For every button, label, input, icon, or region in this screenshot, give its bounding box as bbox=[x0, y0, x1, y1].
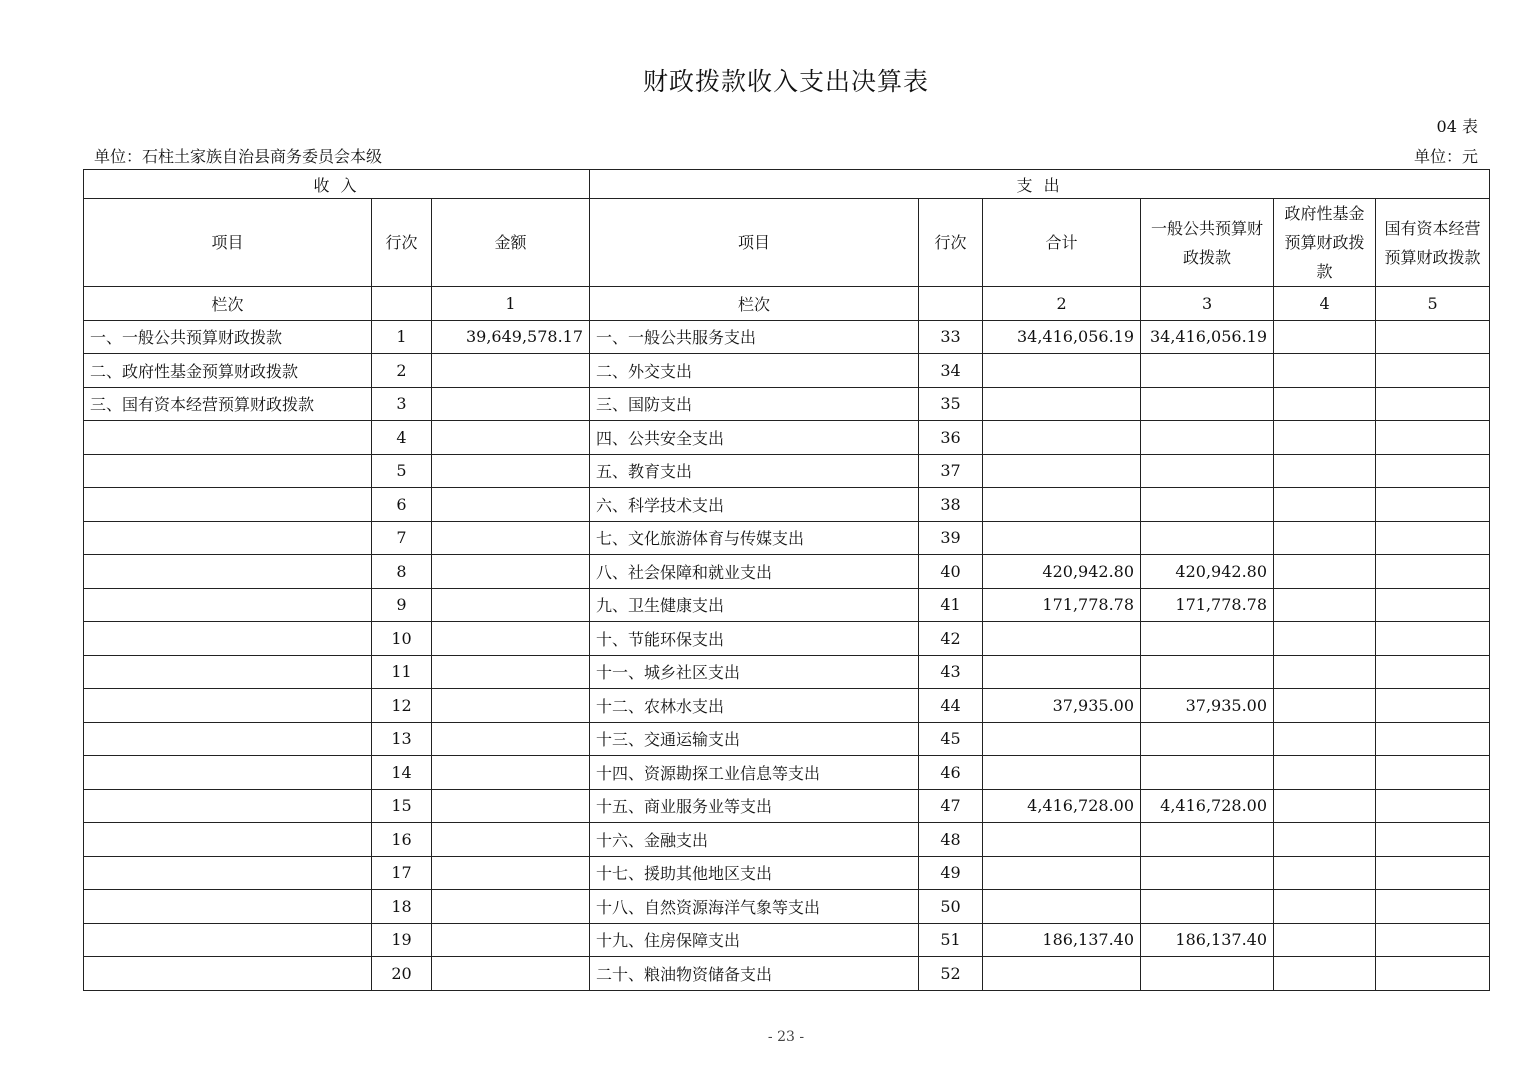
income-item-cell bbox=[84, 622, 372, 656]
total-cell: 420,942.80 bbox=[983, 555, 1141, 589]
expense-row-no-cell: 47 bbox=[919, 789, 983, 823]
total-cell bbox=[983, 354, 1141, 388]
col-index-1: 1 bbox=[432, 287, 590, 321]
expense-item-cell: 十七、援助其他地区支出 bbox=[590, 856, 919, 890]
expense-row-no-cell: 41 bbox=[919, 588, 983, 622]
general-budget-cell: 37,935.00 bbox=[1141, 689, 1274, 723]
unit-organization: 单位：石柱土家族自治县商务委员会本级 bbox=[94, 147, 383, 166]
table-row bbox=[84, 722, 1490, 756]
table-row bbox=[84, 387, 1490, 421]
page-number: - 23 - bbox=[767, 1029, 805, 1045]
general-budget-cell bbox=[1141, 622, 1274, 656]
income-amount-cell bbox=[432, 689, 590, 723]
gov-fund-cell bbox=[1274, 354, 1376, 388]
income-amount-cell bbox=[432, 488, 590, 522]
income-amount-cell bbox=[432, 756, 590, 790]
state-capital-cell bbox=[1376, 521, 1490, 555]
income-row-no-cell: 6 bbox=[372, 488, 432, 522]
total-cell: 4,416,728.00 bbox=[983, 789, 1141, 823]
income-item-cell bbox=[84, 454, 372, 488]
state-capital-cell bbox=[1376, 354, 1490, 388]
gov-fund-cell bbox=[1274, 923, 1376, 957]
state-capital-cell bbox=[1376, 856, 1490, 890]
income-item-cell bbox=[84, 823, 372, 857]
expense-item-cell: 二十、粮油物资储备支出 bbox=[590, 957, 919, 991]
general-budget-cell bbox=[1141, 655, 1274, 689]
total-cell bbox=[983, 387, 1141, 421]
general-budget-cell: 186,137.40 bbox=[1141, 923, 1274, 957]
general-budget-cell bbox=[1141, 957, 1274, 991]
gov-fund-cell bbox=[1274, 756, 1376, 790]
income-row-no-cell: 5 bbox=[372, 454, 432, 488]
state-capital-cell bbox=[1376, 957, 1490, 991]
table-row bbox=[84, 320, 1490, 354]
table-row bbox=[84, 923, 1490, 957]
state-capital-cell bbox=[1376, 689, 1490, 723]
table-row bbox=[84, 655, 1490, 689]
income-item-cell bbox=[84, 689, 372, 723]
gov-fund-cell bbox=[1274, 320, 1376, 354]
total-cell bbox=[983, 823, 1141, 857]
table-row bbox=[84, 521, 1490, 555]
income-row-no-cell: 19 bbox=[372, 923, 432, 957]
income-row-no-cell: 11 bbox=[372, 655, 432, 689]
expense-row-no-cell: 50 bbox=[919, 890, 983, 924]
column-index-row bbox=[84, 287, 1490, 321]
total-cell bbox=[983, 856, 1141, 890]
expense-row-no-cell: 39 bbox=[919, 521, 983, 555]
expense-item-cell: 十、节能环保支出 bbox=[590, 622, 919, 656]
general-budget-cell: 34,416,056.19 bbox=[1141, 320, 1274, 354]
expense-item-cell: 十三、交通运输支出 bbox=[590, 722, 919, 756]
header-gov-fund: 政府性基金预算财政拨款 bbox=[1274, 199, 1376, 287]
income-row-no-cell: 20 bbox=[372, 957, 432, 991]
total-cell bbox=[983, 890, 1141, 924]
general-budget-cell: 171,778.78 bbox=[1141, 588, 1274, 622]
expense-row-no-cell: 35 bbox=[919, 387, 983, 421]
state-capital-cell bbox=[1376, 923, 1490, 957]
income-amount-cell bbox=[432, 421, 590, 455]
income-amount-cell bbox=[432, 823, 590, 857]
finance-table bbox=[83, 169, 1490, 991]
expense-row-no-cell: 52 bbox=[919, 957, 983, 991]
income-item-cell bbox=[84, 957, 372, 991]
income-group-header: 收 入 bbox=[84, 170, 590, 199]
gov-fund-cell bbox=[1274, 890, 1376, 924]
expense-row-no-cell: 42 bbox=[919, 622, 983, 656]
state-capital-cell bbox=[1376, 588, 1490, 622]
expense-row-no-cell: 33 bbox=[919, 320, 983, 354]
income-item-cell: 一、一般公共预算财政拨款 bbox=[84, 320, 372, 354]
general-budget-cell bbox=[1141, 823, 1274, 857]
table-row bbox=[84, 421, 1490, 455]
total-cell: 186,137.40 bbox=[983, 923, 1141, 957]
expense-row-no-cell: 38 bbox=[919, 488, 983, 522]
total-cell bbox=[983, 521, 1141, 555]
income-item-cell bbox=[84, 588, 372, 622]
income-row-no-cell: 8 bbox=[372, 555, 432, 589]
total-cell bbox=[983, 722, 1141, 756]
total-cell: 34,416,056.19 bbox=[983, 320, 1141, 354]
income-row-no-cell: 1 bbox=[372, 320, 432, 354]
income-row-no-cell: 12 bbox=[372, 689, 432, 723]
income-row-no-cell: 18 bbox=[372, 890, 432, 924]
expense-row-no-cell: 37 bbox=[919, 454, 983, 488]
income-row-no-cell: 16 bbox=[372, 823, 432, 857]
gov-fund-cell bbox=[1274, 957, 1376, 991]
table-row bbox=[84, 890, 1490, 924]
state-capital-cell bbox=[1376, 421, 1490, 455]
income-amount-cell bbox=[432, 789, 590, 823]
income-amount-cell bbox=[432, 354, 590, 388]
state-capital-cell bbox=[1376, 555, 1490, 589]
state-capital-cell bbox=[1376, 756, 1490, 790]
general-budget-cell bbox=[1141, 421, 1274, 455]
income-amount-cell bbox=[432, 622, 590, 656]
header-income-row-no: 行次 bbox=[372, 199, 432, 287]
general-budget-cell bbox=[1141, 756, 1274, 790]
table-row bbox=[84, 454, 1490, 488]
state-capital-cell bbox=[1376, 622, 1490, 656]
gov-fund-cell bbox=[1274, 488, 1376, 522]
expense-row-no-cell: 49 bbox=[919, 856, 983, 890]
income-item-cell bbox=[84, 521, 372, 555]
header-general-budget: 一般公共预算财政拨款 bbox=[1141, 199, 1274, 287]
gov-fund-cell bbox=[1274, 722, 1376, 756]
expense-item-cell: 十九、住房保障支出 bbox=[590, 923, 919, 957]
income-amount-cell bbox=[432, 890, 590, 924]
header-state-capital: 国有资本经营预算财政拨款 bbox=[1376, 199, 1490, 287]
expense-item-cell: 十二、农林水支出 bbox=[590, 689, 919, 723]
income-item-cell bbox=[84, 488, 372, 522]
income-row-no-cell: 4 bbox=[372, 421, 432, 455]
general-budget-cell bbox=[1141, 454, 1274, 488]
income-item-cell bbox=[84, 655, 372, 689]
expense-row-no-cell: 44 bbox=[919, 689, 983, 723]
gov-fund-cell bbox=[1274, 789, 1376, 823]
income-item-cell: 二、政府性基金预算财政拨款 bbox=[84, 354, 372, 388]
income-row-no-cell: 15 bbox=[372, 789, 432, 823]
expense-row-no-cell: 45 bbox=[919, 722, 983, 756]
col-index-label-right: 栏次 bbox=[590, 287, 919, 321]
col-index-label-left: 栏次 bbox=[84, 287, 372, 321]
total-cell bbox=[983, 957, 1141, 991]
gov-fund-cell bbox=[1274, 856, 1376, 890]
income-row-no-cell: 7 bbox=[372, 521, 432, 555]
table-number: 04 表 bbox=[1436, 117, 1478, 136]
general-budget-cell bbox=[1141, 387, 1274, 421]
income-amount-cell bbox=[432, 454, 590, 488]
header-total: 合计 bbox=[983, 199, 1141, 287]
income-amount-cell: 39,649,578.17 bbox=[432, 320, 590, 354]
state-capital-cell bbox=[1376, 387, 1490, 421]
col-index-2: 2 bbox=[983, 287, 1141, 321]
state-capital-cell bbox=[1376, 320, 1490, 354]
income-row-no-cell: 17 bbox=[372, 856, 432, 890]
income-item-cell bbox=[84, 555, 372, 589]
table-row bbox=[84, 957, 1490, 991]
income-amount-cell bbox=[432, 588, 590, 622]
gov-fund-cell bbox=[1274, 454, 1376, 488]
table-row bbox=[84, 354, 1490, 388]
general-budget-cell bbox=[1141, 890, 1274, 924]
expense-item-cell: 十五、商业服务业等支出 bbox=[590, 789, 919, 823]
income-amount-cell bbox=[432, 655, 590, 689]
total-cell bbox=[983, 756, 1141, 790]
expense-item-cell: 一、一般公共服务支出 bbox=[590, 320, 919, 354]
header-income-amount: 金额 bbox=[432, 199, 590, 287]
gov-fund-cell bbox=[1274, 387, 1376, 421]
general-budget-cell: 4,416,728.00 bbox=[1141, 789, 1274, 823]
gov-fund-cell bbox=[1274, 823, 1376, 857]
total-cell bbox=[983, 488, 1141, 522]
total-cell: 171,778.78 bbox=[983, 588, 1141, 622]
expense-item-cell: 五、教育支出 bbox=[590, 454, 919, 488]
expense-item-cell: 十一、城乡社区支出 bbox=[590, 655, 919, 689]
total-cell bbox=[983, 622, 1141, 656]
gov-fund-cell bbox=[1274, 421, 1376, 455]
total-cell bbox=[983, 421, 1141, 455]
total-cell bbox=[983, 454, 1141, 488]
state-capital-cell bbox=[1376, 789, 1490, 823]
table-row bbox=[84, 555, 1490, 589]
income-item-cell bbox=[84, 856, 372, 890]
group-header-row bbox=[84, 170, 1490, 199]
state-capital-cell bbox=[1376, 890, 1490, 924]
expense-row-no-cell: 51 bbox=[919, 923, 983, 957]
gov-fund-cell bbox=[1274, 622, 1376, 656]
page-title: 财政拨款收入支出决算表 bbox=[642, 67, 929, 96]
expense-item-cell: 十六、金融支出 bbox=[590, 823, 919, 857]
expense-item-cell: 七、文化旅游体育与传媒支出 bbox=[590, 521, 919, 555]
total-cell bbox=[983, 655, 1141, 689]
expense-item-cell: 十四、资源勘探工业信息等支出 bbox=[590, 756, 919, 790]
expense-item-cell: 八、社会保障和就业支出 bbox=[590, 555, 919, 589]
expense-row-no-cell: 46 bbox=[919, 756, 983, 790]
income-amount-cell bbox=[432, 387, 590, 421]
expense-row-no-cell: 43 bbox=[919, 655, 983, 689]
col-index-4: 4 bbox=[1274, 287, 1376, 321]
income-item-cell bbox=[84, 756, 372, 790]
expense-item-cell: 二、外交支出 bbox=[590, 354, 919, 388]
expense-row-no-cell: 40 bbox=[919, 555, 983, 589]
state-capital-cell bbox=[1376, 823, 1490, 857]
income-row-no-cell: 3 bbox=[372, 387, 432, 421]
gov-fund-cell bbox=[1274, 655, 1376, 689]
gov-fund-cell bbox=[1274, 588, 1376, 622]
header-expense-item: 项目 bbox=[590, 199, 919, 287]
col-index-empty-right bbox=[919, 287, 983, 321]
general-budget-cell: 420,942.80 bbox=[1141, 555, 1274, 589]
income-item-cell bbox=[84, 722, 372, 756]
table-row bbox=[84, 488, 1490, 522]
column-header-row bbox=[84, 199, 1490, 287]
general-budget-cell bbox=[1141, 722, 1274, 756]
col-index-empty-left bbox=[372, 287, 432, 321]
expense-row-no-cell: 36 bbox=[919, 421, 983, 455]
general-budget-cell bbox=[1141, 521, 1274, 555]
income-amount-cell bbox=[432, 957, 590, 991]
state-capital-cell bbox=[1376, 454, 1490, 488]
table-row bbox=[84, 856, 1490, 890]
income-amount-cell bbox=[432, 856, 590, 890]
income-row-no-cell: 13 bbox=[372, 722, 432, 756]
income-row-no-cell: 10 bbox=[372, 622, 432, 656]
income-amount-cell bbox=[432, 923, 590, 957]
state-capital-cell bbox=[1376, 488, 1490, 522]
state-capital-cell bbox=[1376, 655, 1490, 689]
table-row bbox=[84, 588, 1490, 622]
table-row bbox=[84, 756, 1490, 790]
general-budget-cell bbox=[1141, 354, 1274, 388]
table-row bbox=[84, 789, 1490, 823]
expense-row-no-cell: 34 bbox=[919, 354, 983, 388]
header-expense-row-no: 行次 bbox=[919, 199, 983, 287]
income-row-no-cell: 14 bbox=[372, 756, 432, 790]
expense-item-cell: 六、科学技术支出 bbox=[590, 488, 919, 522]
income-row-no-cell: 2 bbox=[372, 354, 432, 388]
col-index-5: 5 bbox=[1376, 287, 1490, 321]
unit-currency: 单位：元 bbox=[1413, 147, 1478, 166]
income-item-cell: 三、国有资本经营预算财政拨款 bbox=[84, 387, 372, 421]
expense-item-cell: 九、卫生健康支出 bbox=[590, 588, 919, 622]
income-row-no-cell: 9 bbox=[372, 588, 432, 622]
income-item-cell bbox=[84, 923, 372, 957]
income-amount-cell bbox=[432, 722, 590, 756]
income-item-cell bbox=[84, 789, 372, 823]
general-budget-cell bbox=[1141, 856, 1274, 890]
general-budget-cell bbox=[1141, 488, 1274, 522]
expense-item-cell: 四、公共安全支出 bbox=[590, 421, 919, 455]
income-item-cell bbox=[84, 890, 372, 924]
gov-fund-cell bbox=[1274, 689, 1376, 723]
table-row bbox=[84, 622, 1490, 656]
expense-item-cell: 十八、自然资源海洋气象等支出 bbox=[590, 890, 919, 924]
income-amount-cell bbox=[432, 555, 590, 589]
header-income-item: 项目 bbox=[84, 199, 372, 287]
income-amount-cell bbox=[432, 521, 590, 555]
income-item-cell bbox=[84, 421, 372, 455]
state-capital-cell bbox=[1376, 722, 1490, 756]
table-row bbox=[84, 689, 1490, 723]
expense-item-cell: 三、国防支出 bbox=[590, 387, 919, 421]
total-cell: 37,935.00 bbox=[983, 689, 1141, 723]
gov-fund-cell bbox=[1274, 555, 1376, 589]
col-index-3: 3 bbox=[1141, 287, 1274, 321]
expense-group-header: 支 出 bbox=[590, 170, 1490, 199]
gov-fund-cell bbox=[1274, 521, 1376, 555]
table-row bbox=[84, 823, 1490, 857]
expense-row-no-cell: 48 bbox=[919, 823, 983, 857]
